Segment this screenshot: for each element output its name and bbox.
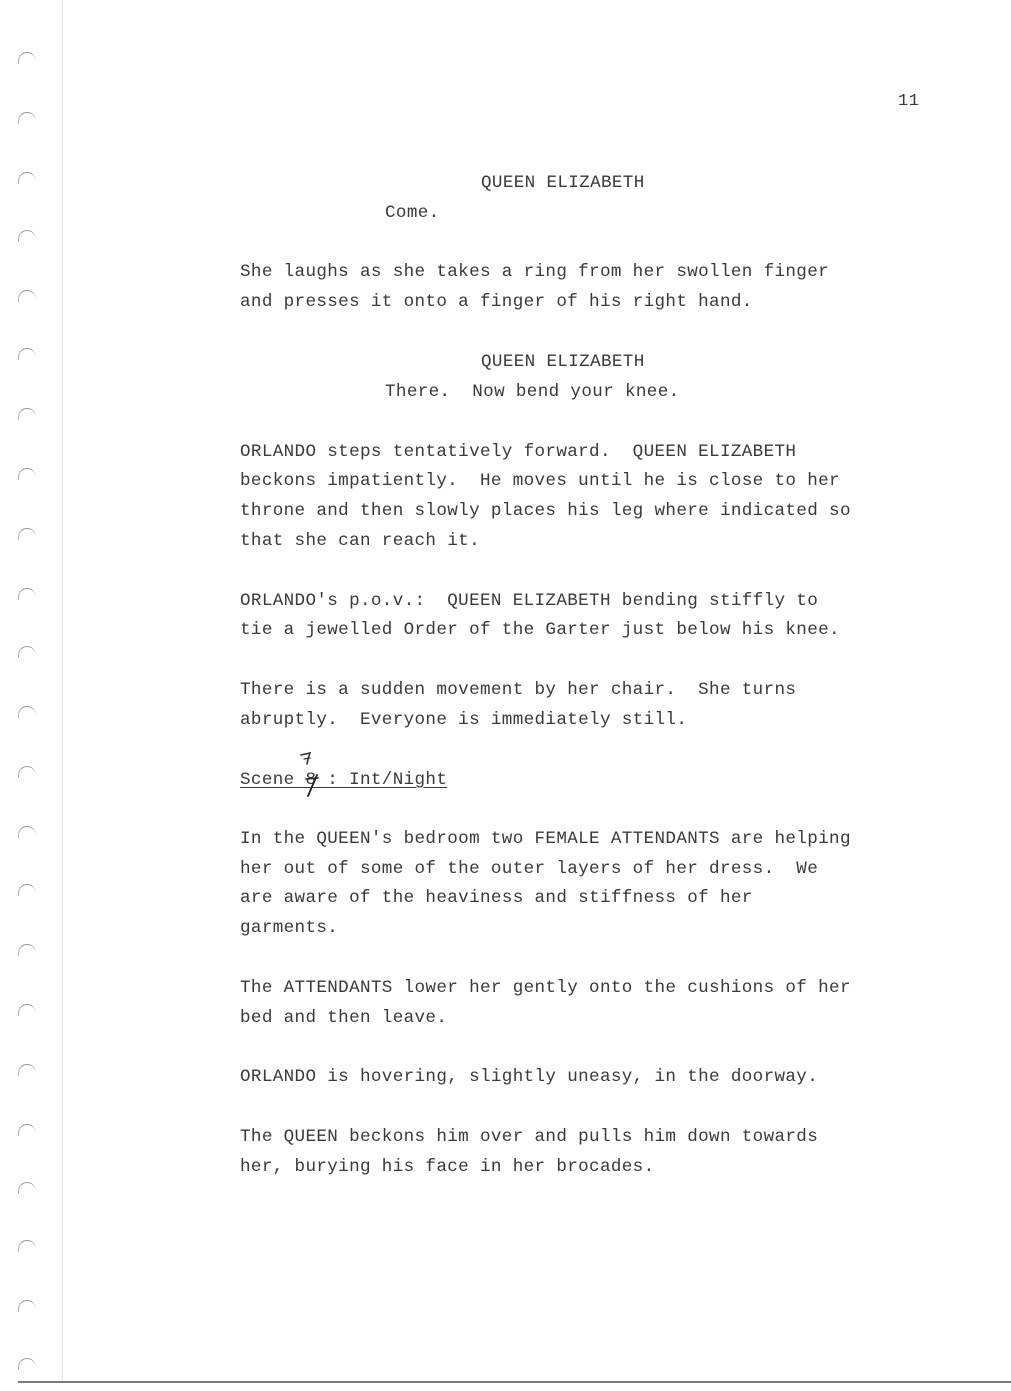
punch-hole-icon bbox=[18, 1064, 36, 1076]
punch-hole-icon bbox=[18, 528, 36, 540]
action-line: She laughs as she takes a ring from her swollen finger bbox=[240, 262, 830, 282]
action-line: throne and then slowly places his leg where indicated so bbox=[240, 501, 851, 521]
action-line: tie a jewelled Order of the Garter just below his knee. bbox=[240, 620, 840, 640]
action-line: The QUEEN beckons him over and pulls him down towards bbox=[240, 1127, 819, 1147]
action-line: abruptly. Everyone is immediately still. bbox=[240, 710, 688, 730]
punch-hole-icon bbox=[18, 588, 36, 600]
dialogue-line: Come. bbox=[385, 203, 440, 223]
punch-hole-icon bbox=[18, 1124, 36, 1136]
punch-hole-icon bbox=[18, 944, 36, 956]
punch-hole-icon bbox=[18, 1182, 36, 1194]
punch-hole-icon bbox=[18, 52, 36, 64]
punch-hole-icon bbox=[18, 1240, 36, 1252]
action-line: ORLANDO steps tentatively forward. QUEEN ELIZABETH bbox=[240, 442, 797, 462]
action-line: her, burying his face in her brocades. bbox=[240, 1157, 655, 1177]
punch-hole-icon bbox=[18, 468, 36, 480]
dialogue-line: There. Now bend your knee. bbox=[385, 382, 680, 402]
action-line: ORLANDO's p.o.v.: QUEEN ELIZABETH bending stiffly to bbox=[240, 591, 819, 611]
punch-hole-icon bbox=[18, 826, 36, 838]
punch-hole-icon bbox=[18, 1004, 36, 1016]
character-name: QUEEN ELIZABETH bbox=[481, 352, 645, 372]
paper-bottom-edge bbox=[18, 1381, 1011, 1383]
action-line: In the QUEEN's bedroom two FEMALE ATTENDANTS are helping bbox=[240, 829, 851, 849]
action-line: beckons impatiently. He moves until he is close to her bbox=[240, 471, 840, 491]
punch-hole-icon bbox=[18, 884, 36, 896]
punch-hole-icon bbox=[18, 408, 36, 420]
action-line: that she can reach it. bbox=[240, 531, 480, 551]
binding-edge bbox=[62, 0, 63, 1380]
action-line: ORLANDO is hovering, slightly uneasy, in the doorway. bbox=[240, 1067, 819, 1087]
punch-hole-icon bbox=[18, 1300, 36, 1312]
punch-hole-icon bbox=[18, 706, 36, 718]
punch-hole-icon bbox=[18, 348, 36, 360]
punch-hole-icon bbox=[18, 112, 36, 124]
punch-hole-icon bbox=[18, 290, 36, 302]
action-line: and presses it onto a finger of his right hand. bbox=[240, 292, 753, 312]
scene-heading: Scene 8 : Int/Night bbox=[240, 770, 448, 790]
action-line: are aware of the heaviness and stiffness of her bbox=[240, 888, 753, 908]
punch-hole-icon bbox=[18, 1358, 36, 1370]
handwritten-correction bbox=[298, 749, 326, 797]
action-line: bed and then leave. bbox=[240, 1008, 448, 1028]
punch-hole-icon bbox=[18, 230, 36, 242]
action-line: The ATTENDANTS lower her gently onto the cushions of her bbox=[240, 978, 851, 998]
punch-hole-icon bbox=[18, 646, 36, 658]
page-number: 11 bbox=[898, 92, 920, 111]
character-name: QUEEN ELIZABETH bbox=[481, 173, 645, 193]
action-line: her out of some of the outer layers of her dress. We bbox=[240, 859, 819, 879]
punch-hole-strip bbox=[18, 40, 48, 1380]
punch-hole-icon bbox=[18, 172, 36, 184]
action-line: garments. bbox=[240, 918, 339, 938]
punch-hole-icon bbox=[18, 766, 36, 778]
action-line: There is a sudden movement by her chair. She turns bbox=[240, 680, 797, 700]
